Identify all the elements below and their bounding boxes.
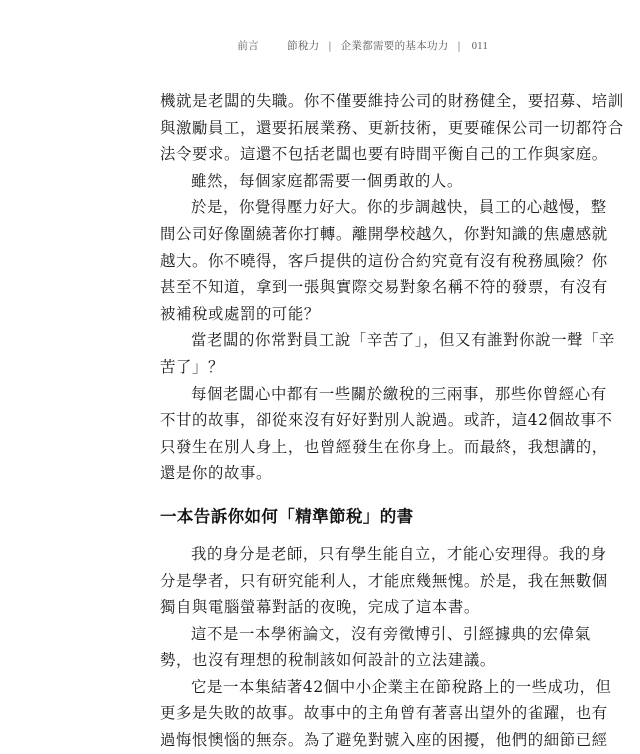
text-line: 機就是老闆的失職。你不僅要維持公司的財務健全，要招募、培訓: [160, 92, 624, 110]
text-line: 它是一本集結著42個中小企業主在節稅路上的一些成功，但: [191, 677, 612, 696]
text-line: 只發生在別人身上，也曾經發生在你身上。而最終，我想講的，: [160, 437, 608, 456]
text-line: 這不是一本學術論文，沒有旁徵博引、引經據典的宏偉氣: [191, 624, 591, 643]
text-line: 勢，也沒有理想的稅制該如何設計的立法建議。: [160, 651, 496, 670]
paragraph: [160, 541, 608, 621]
text-line: 間公司好像圍繞著你打轉。離開學校越久，你對知識的焦慮感就: [160, 224, 608, 243]
page-number: 011: [471, 41, 488, 52]
body-text: [160, 88, 624, 754]
text-line: 於是，你覺得壓力好大。你的步調越快，員工的心越慢，整: [191, 198, 607, 217]
paragraph: [160, 327, 616, 380]
text-line: 當老闆的你常對員工說「辛苦了」，但又有誰對你說一聲「辛: [191, 331, 616, 350]
running-header: [237, 38, 488, 53]
text-line: 每個老闆心中都有一些關於繳稅的三兩事，那些你曾經心有: [191, 384, 607, 403]
text-line: 苦了」？: [160, 357, 224, 376]
header-title-a: 節稅力: [287, 40, 320, 52]
text-line: 雖然，每個家庭都需要一個勇敢的人。: [191, 171, 463, 190]
header-section: 前言: [237, 40, 259, 52]
text-line: 獨自與電腦螢幕對話的夜晚，完成了這本書。: [160, 598, 480, 617]
text-line: 與激勵員工，還要拓展業務、更新技術，更要確保公司一切都符合: [160, 118, 624, 137]
text-line: 過悔恨懊惱的無奈。為了避免對號入座的困擾，他們的細節已經: [160, 731, 608, 750]
paragraph: [160, 621, 591, 674]
text-line: 甚至不知道，拿到一張與實際交易對象名稱不符的發票，有沒有: [160, 278, 608, 297]
text-line: 我的身分是老師，只有學生能自立，才能心安理得。我的身: [191, 544, 607, 563]
header-title-b: 企業都需要的基本功力: [340, 40, 449, 52]
paragraphs-bottom: [160, 541, 612, 754]
section-heading: 一本告訴你如何「精準節稅」的書: [160, 506, 414, 526]
text-line: 被補稅或處罰的可能？: [160, 304, 320, 323]
header-separator: |: [328, 40, 332, 52]
paragraph: [160, 168, 502, 195]
text-line: 越大。你不曉得，客戶提供的這份合約究竟有沒有稅務風險？你: [160, 251, 608, 270]
text-line: 還是你的故事。: [160, 464, 272, 483]
header-separator: |: [457, 40, 462, 52]
text-line: 法令要求。這還不包括老闆也要有時間平衡自己的工作與家庭。: [160, 145, 608, 164]
paragraphs-top: [160, 88, 624, 487]
header-separator: [268, 40, 279, 52]
paragraph: [160, 674, 612, 754]
text-line: 分是學者，只有研究能利人，才能庶幾無愧。於是，我在無數個: [160, 571, 608, 590]
paragraph: [160, 88, 624, 168]
paragraph: [160, 381, 613, 487]
text-line: 不甘的故事，卻從來沒有好好對別人說過。或許，這42個故事不: [160, 411, 613, 430]
paragraph: [160, 194, 608, 327]
text-line: 更多是失敗的故事。故事中的主角曾有著喜出望外的雀躍，也有: [160, 704, 608, 723]
